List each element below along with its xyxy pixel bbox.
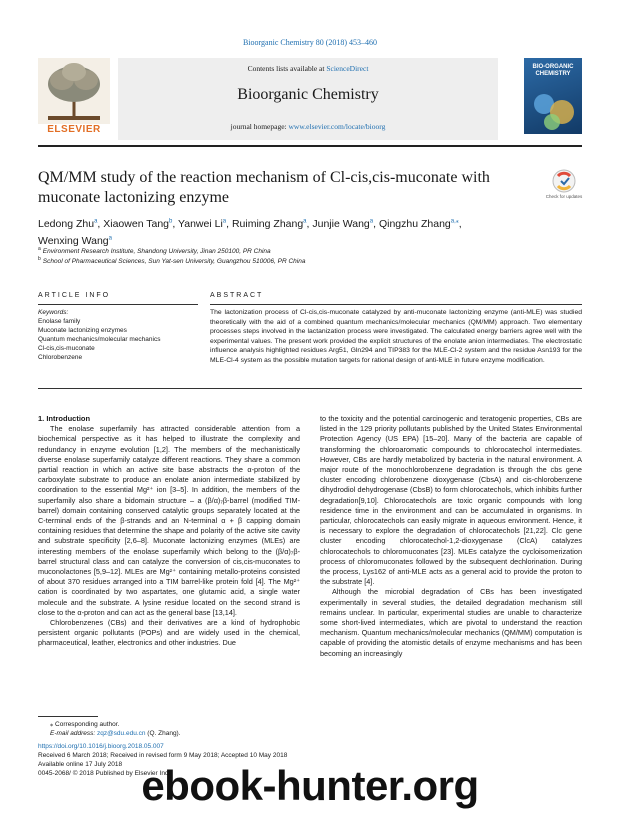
cover-title: BIO-ORGANIC CHEMISTRY [532,64,574,77]
body-paragraph: Although the microbial degradation of CBs has been investigated experimentally in several studies, the detailed degradation mechanism still remains unclear. In particular, experimental studies are unable to characterize some short-lived intermediates, which are pivotal to understand the reaction mechanism. Quantum mechanics/molecular mechanics (QM/MM) computation is capable of providing the atomistic details of enzyme mechanisms and has been becoming an increasingly [320,587,582,658]
author: Ledong Zhu$^a$, [38,217,104,230]
keyword: Muconate lactonizing enzymes [38,327,127,334]
author: Yanwei Li$^a$, [178,217,232,230]
publisher-name: ELSEVIER [47,124,101,135]
homepage-line: journal homepage: www.elsevier.com/locate/bioorg [230,122,386,131]
author: Ruiming Zhang$^a$, [231,217,313,230]
check-for-updates-label[interactable]: Check for updates [545,194,583,199]
keyword: Enolase family [38,318,81,325]
keywords-label: Keywords: [38,309,69,316]
abstract-heading: ABSTRACT [210,292,264,299]
affiliation: $^b$ School of Pharmaceutical Sciences, Sun Yat-sen University, Guangzhou 510006, PR China [38,256,306,266]
affiliation: $^a$ Environment Research Institute, Shandong University, Jinan 250100, PR China [38,246,271,256]
email-line: E-mail address: zqz@sdu.edu.cn (Q. Zhang). [50,730,181,737]
sciencedirect-link[interactable]: ScienceDirect [326,64,369,73]
contents-line: Contents lists available at ScienceDirect [247,64,369,73]
journal-title: Bioorganic Chemistry [237,86,379,103]
corresponding-author-note: ⁎ Corresponding author. [50,721,120,728]
received-dates: Received 6 March 2018; Received in revised form 9 May 2018; Accepted 10 May 2018 [38,752,288,759]
journal-header [38,58,582,140]
email-link[interactable]: zqz@sdu.edu.cn [96,730,146,737]
watermark: ebook-hunter.org [141,762,479,809]
body-paragraph: The enolase superfamily has attracted considerable attention from a biochemical perspective as it has helped to illustrate the complexity and redundancy in enzyme evolution [1,2]. The members of the mechanistically diverse enolase superfamily catalyze different reactions. They share a common partial reaction in which an active site base abstracts the α-proton of the carboxylate substrate to produce an enolate anion intermediate stabilized by coordination to the essential Mg²⁺ ion [3–5]. In addition, the members of the superfamily also share a bidomain structure – a (β/α)₇β-barrel (modified TIM-barrel) domain containing conserved catalytic groups separately located at the C-terminal ends of the β-strands and an N-terminal α + β capping domain containing residues that determine the shape and polarity of the active site cavity and substrate specificity [2,6–8]. Muconate lactonizing enzymes (MLEs) are interesting members of the enolase superfamily which belong to the (β/α)₇β-barrel structural class and can catalyze the conversion of cis,cis-muconates to muconolactones [5,9–12]. MLEs are Mg²⁺ containing metallo-proteins consisted of about 370 residues arranged into a TIM barrel-like protein fold [4]. The Mg²⁺ cation is coordinated by two aspartates, one glutamic acid, a single water molecule and the substrate. A lysine residue located on the second strand is close to the α-proton and can act as the general base [13,14]. [38,424,300,617]
cover-art-graphic [524,84,582,134]
journal-cover-image [524,58,582,134]
copyright: 0045-2068/ © 2018 Published by Elsevier Inc. [38,770,170,777]
footnote-divider [38,716,98,717]
journal-info-box [118,58,498,140]
author: Qingzhu Zhang$^{a,⁎}$, [378,217,462,230]
article-info-divider [38,304,198,305]
body-column-left [38,414,300,649]
paper-title: QM/MM study of the reaction mechanism of Cl-cis,cis-muconate with muconate lactonizing enzyme [38,169,490,206]
elsevier-tree-logo [38,58,110,130]
article-info-heading: ARTICLE INFO [38,292,111,299]
abstract-bottom-divider [38,388,582,389]
homepage-link[interactable]: www.elsevier.com/locate/bioorg [288,122,386,131]
author: Junjie Wang$^a$, [312,217,379,230]
keyword: Quantum mechanics/molecular mechanics [38,336,161,343]
body-column-right [320,414,582,659]
doi-link[interactable]: https://doi.org/10.1016/j.bioorg.2018.05.007 [38,743,164,750]
keyword: Chlorobenzene [38,354,83,361]
section-heading-introduction: 1. Introduction [38,414,91,423]
abstract-divider [210,304,582,305]
keyword: Cl-cis,cis-muconate [38,345,95,352]
author: Wenxing Wang$^a$ [38,235,112,247]
author-list [38,214,582,249]
available-online: Available online 17 July 2018 [38,761,123,768]
footnote [38,720,338,738]
keywords-block [38,308,198,362]
body-paragraph: Chlorobenzenes (CBs) and their derivatives are a kind of hydrophobic persistent organic pollutants (POPs) and are widely used in the chemical, pharmaceutical, leather, electronics and other industries. Due [38,618,300,648]
abstract-text: The lactonization process of Cl-cis,cis-muconate catalyzed by anti-muconate lactonizing enzyme (anti-MLE) was studied theoretically with the aid of a combined quantum mechanics/molecular mechanics (QM/MM) approach. Two elementary processes steps involved in the lactanization process were investigated. The calculated energy barriers agree well with the experimental values. The present work provided the explicit structures of the enolate anion intermediates. The electrostatic influence analysis highlighted residues Arg51, Gln294 and TIP383 for the MLE-Cl-2 system and the residue Asn193 for the MLE-Cl-4 system as the possible mutation targets for rational design of anti-MLE in future enzyme modification. [210,309,582,364]
body-paragraph: to the toxicity and the potential carcinogenic and teratogenic properties, CBs are listed in the 129 priority pollutants published by the United States Environmental Protection Agency (US EPA) [15–20]. Many of the bacteria are capable of transforming the chloroaromatic compounds to chlorocatechol intermediates. However, CBs are hardly metabolized by bacteria in the natural environment. A major route of the monochlorobenzene degradation is through the cbs gene cluster encoding chlorobenzene dioxygenase (CbsA) and cis-chlorobenzene dihydrodiol dehydrogenase (CbsB) to form chlorocatechols, which inhibits further degradation[9,10]. Chlorocatechols are toxic organic compounds with long residence time in the environment and can be accumulated in organisms. In particular, chlorocatechols can easily migrate in aqueous environment. Hence, it is necessary to explore the degradation of chlorocatechols [21,22]. Clc gene cluster encoding chlorocatechol-1,2-dioxygenase (ClcA) catalyzes chlorocatechols to chloromuconates [23]. MLEs catalyze the cycloisomerization process of chloromuconates followed by the subsequent dechlorination. During the process, Lys162 of anti-MLE acts as a general acid to provide the proton to the substrate [4]. [320,414,582,587]
header-divider [38,145,582,147]
author: Xiaowen Tang$^b$, [103,217,179,230]
journal-reference[interactable]: Bioorganic Chemistry 80 (2018) 453–460 [242,38,378,47]
